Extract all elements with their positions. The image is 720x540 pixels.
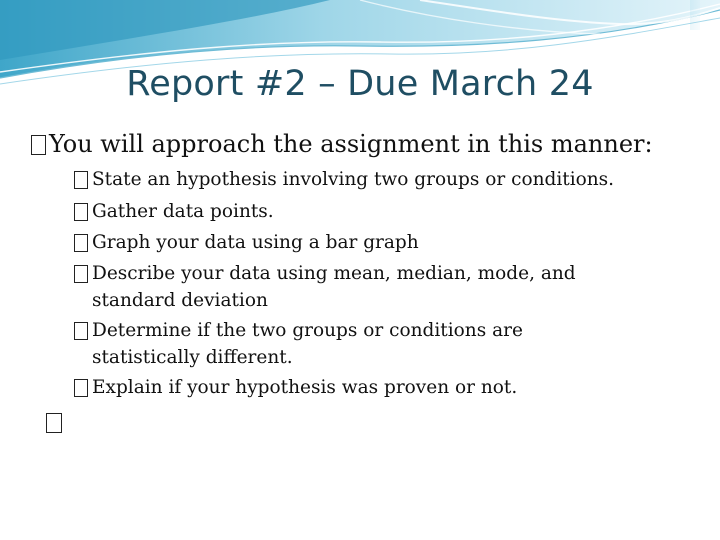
missing-glyph-box-icon bbox=[74, 171, 88, 189]
main-bullet-text: You will approach the assignment in this manner: bbox=[49, 130, 653, 158]
sub-bullet-text: State an hypothesis involving two groups or conditions. bbox=[92, 169, 615, 190]
missing-glyph-box-icon bbox=[74, 379, 88, 397]
missing-glyph-box-icon bbox=[74, 265, 88, 283]
sub-bullet-text: Determine if the two groups or conditions are bbox=[92, 320, 523, 341]
missing-glyph-box-icon bbox=[74, 322, 88, 340]
sub-bullet-text: Gather data points. bbox=[92, 201, 274, 222]
sub-bullet-text-continued: standard deviation bbox=[92, 290, 268, 311]
slide-title: Report #2 – Due March 24 bbox=[126, 64, 594, 104]
sub-bullet-text: Graph your data using a bar graph bbox=[92, 232, 419, 253]
sub-bullet-text: Describe your data using mean, median, mode, and bbox=[92, 263, 576, 284]
sub-bullet-text: Explain if your hypothesis was proven or not. bbox=[92, 377, 518, 398]
sub-bullet-text-continued: statistically different. bbox=[92, 347, 293, 368]
missing-glyph-box-icon bbox=[74, 203, 88, 221]
empty-bullet-icon bbox=[46, 413, 62, 433]
missing-glyph-box-icon bbox=[74, 234, 88, 252]
missing-glyph-box-icon bbox=[31, 135, 46, 155]
